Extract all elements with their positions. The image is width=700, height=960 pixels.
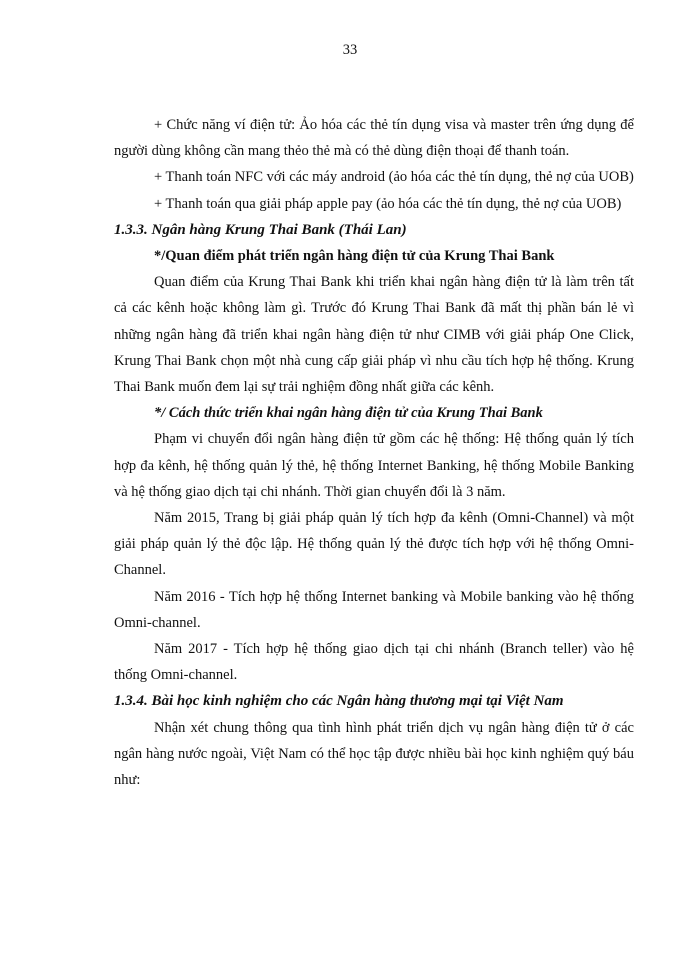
paragraph-lessons: Nhận xét chung thông qua tình hình phát triển dịch vụ ngân hàng điện tử ở các ngân hàng nước ngoài, Việt Nam có thể học tập được nhiều bài học kinh nghiệm quý báu như: xyxy=(114,719,634,789)
paragraph-2015: Năm 2015, Trang bị giải pháp quản lý tích hợp đa kênh (Omni-Channel) và một giải pháp quản lý thẻ độc lập. Hệ thống quản lý thẻ được tích hợp với hệ thống Omni-Channel. xyxy=(114,510,634,579)
bullet-e-wallet: + Chức năng ví điện tử: Ảo hóa các thẻ tín dụng visa và master trên ứng dụng để người dùng không cần mang thẻo thẻ mà có thẻ dùng điện thoại để thanh toán. xyxy=(114,117,634,160)
paragraph-scope: Phạm vi chuyển đổi ngân hàng điện tử gồm các hệ thống: Hệ thống quản lý tích hợp đa kênh, hệ thống quản lý thẻ, hệ thống Internet Banking, hệ thống Mobile Banking và hệ thống giao dịch tại chi nhánh. Thời gian chuyển đổi là 3 năm. xyxy=(114,431,634,500)
paragraph-viewpoint: Quan điểm của Krung Thai Bank khi triển khai ngân hàng điện tử là làm trên tất cả các kênh hoặc không làm gì. Trước đó Krung Thai Bank đã mất thị phần bán lẻ vì những ngân hàng đã triển khai ngân hàng điện tử như CIMB với giải pháp One Click, Krung Thai Bank chọn một nhà cung cấp giải pháp vì nhu cầu tích hợp hệ thống. Krung Thai Bank muốn đem lại sự trải nghiệm đồng nhất giữa các kênh. xyxy=(114,274,634,396)
page-number: 33 xyxy=(342,42,358,58)
section-heading-1-3-3: 1.3.3. Ngân hàng Krung Thai Bank (Thái Lan) xyxy=(114,221,407,238)
bullet-nfc-payment: + Thanh toán NFC với các máy android (ảo hóa các thẻ tín dụng, thẻ nợ của UOB) xyxy=(154,169,634,186)
page-content xyxy=(114,112,634,793)
subheading-implementation: */ Cách thức triển khai ngân hàng điện tử của Krung Thai Bank xyxy=(154,405,543,422)
section-heading-1-3-4: 1.3.4. Bài học kinh nghiệm cho các Ngân hàng thương mại tại Việt Nam xyxy=(114,693,564,710)
bullet-apple-pay: + Thanh toán qua giải pháp apple pay (ảo hóa các thẻ tín dụng, thẻ nợ của UOB) xyxy=(154,195,622,212)
paragraph-2016: Năm 2016 - Tích hợp hệ thống Internet banking và Mobile banking vào hệ thống Omni-channel. xyxy=(114,588,634,631)
paragraph-2017: Năm 2017 - Tích hợp hệ thống giao dịch tại chi nhánh (Branch teller) vào hệ thống Omni-channel. xyxy=(114,641,634,684)
subheading-viewpoint: */Quan điểm phát triển ngân hàng điện tử của Krung Thai Bank xyxy=(154,248,555,265)
